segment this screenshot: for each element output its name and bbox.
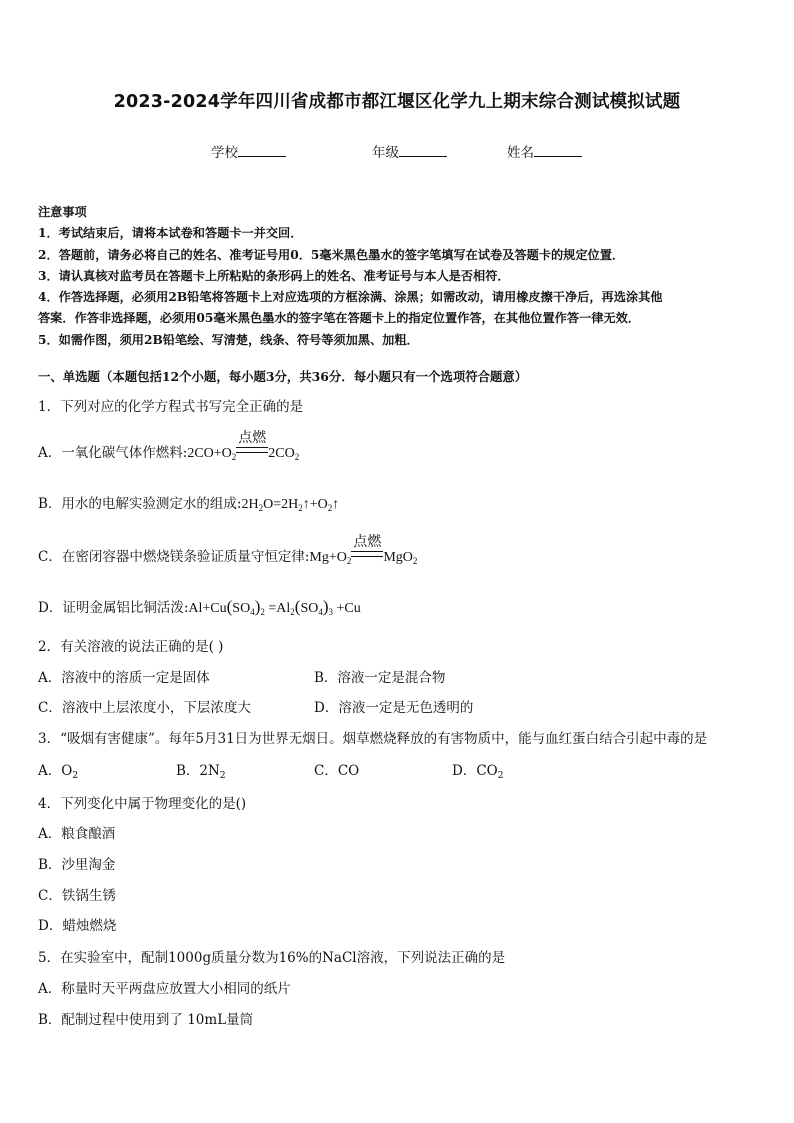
q1-a-text: A．一氧化碳气体作燃料:: [38, 445, 188, 461]
q4-option-b: B．沙里淘金: [38, 857, 116, 873]
q4-option-a: A．粮食酿酒: [38, 826, 116, 842]
q3-b-text: B．2N: [176, 763, 220, 779]
grade-field: [372, 141, 447, 161]
q1-a-equation: $2CO+O_2$ 点燃 $2CO_2$: [187, 446, 299, 461]
condition-label: 点燃: [353, 534, 382, 550]
q5-option-a: A．称量时天平两盘应放置大小相同的纸片: [38, 981, 291, 997]
section-heading: 一、单选题（本题包括12个小题，每小题3分，共36分．每小题只有一个选项符合题意）: [38, 369, 528, 384]
q1-b-text: B．用水的电解实验测定水的组成:: [38, 496, 242, 512]
notice-item: 答案．作答非选择题，必须用05毫米黑色墨水的签字笔在答题卡上的指定位置作答，在其他位置作答一律无效．: [38, 311, 640, 326]
q2-option-d: D．溶液一定是无色透明的: [314, 700, 474, 716]
exam-title: 2023-2024学年四川省成都市都江堰区化学九上期末综合测试模拟试题: [113, 92, 681, 112]
q3-option-a: A．$O_2$: [38, 763, 79, 781]
q1-c-equation: $Mg+O_2$ 点燃 MgO$_2$: [309, 550, 417, 565]
name-label: 姓名: [507, 145, 534, 161]
q4-stem: 4．下列变化中属于物理变化的是(): [38, 796, 247, 812]
grade-blank: [399, 144, 447, 157]
q1-d-text: D．证明金属铝比铜活泼:: [38, 600, 189, 616]
q1-option-d: [38, 596, 361, 617]
q1-option-b: [38, 492, 339, 513]
q3-d-text: D．CO: [452, 763, 498, 779]
name-field: [507, 141, 582, 161]
q1-option-c: [38, 534, 418, 566]
reaction-condition: [236, 430, 268, 462]
reaction-condition: [351, 534, 383, 566]
grade-label: 年级: [372, 145, 399, 161]
q3-a-text: A．O: [38, 763, 73, 779]
q1-c-text: C．在密闭容器中燃烧镁条验证质量守恒定律:: [38, 549, 310, 565]
q1-b-equation: $2H_2O=2H_2↑+O_2↑$: [241, 497, 340, 513]
notice-block: [38, 202, 760, 351]
q2-option-a: A．溶液中的溶质一定是固体: [38, 670, 210, 686]
notice-item: 5．如需作图，须用2B铅笔绘、写清楚，线条、符号等须加黑、加粗．: [38, 332, 419, 347]
notice-item: 2．答题前，请务必将自己的姓名、准考证号用0．5毫米黑色墨水的签字笔填写在试卷及答题卡的规定位置．: [38, 247, 625, 262]
name-blank: [534, 144, 582, 157]
q1-option-a: [38, 430, 300, 462]
q2-stem: 2．有关溶液的说法正确的是( ): [38, 639, 224, 655]
notice-item: 1．考试结束后，请将本试卷和答题卡一并交回．: [38, 226, 303, 241]
q3-option-d: D．$CO_2$: [452, 763, 504, 781]
q2-option-c: C．溶液中上层浓度小，下层浓度大: [38, 700, 251, 716]
school-field: [211, 141, 286, 161]
q2-option-b: B．溶液一定是混合物: [314, 670, 446, 686]
condition-label: 点燃: [238, 430, 267, 446]
school-label: 学校: [211, 145, 238, 161]
q5-option-b: B．配制过程中使用到了 10mL量筒: [38, 1012, 254, 1028]
school-blank: [238, 144, 286, 157]
q3-option-b: B．$2N_2$: [176, 763, 226, 781]
notice-item: 4．作答选择题，必须用2B铅笔将答题卡上对应选项的方框涂满、涂黑；如需改动，请用橡皮擦干净后，再选涂其他: [38, 290, 663, 305]
q5-stem: 5．在实验室中，配制1000g质量分数为16%的NaCl溶液，下列说法正确的是: [38, 950, 506, 966]
q3-option-c: C．CO: [314, 763, 360, 779]
q4-option-d: D．蜡烛燃烧: [38, 918, 117, 934]
notice-item: 3．请认真核对监考员在答题卡上所粘贴的条形码上的姓名、准考证号与本人是否相符．: [38, 268, 510, 283]
notice-heading: 注意事项: [38, 205, 87, 219]
q1-d-equation: $Al+Cu(SO_4)_2 =Al_2(SO_4)_3 +Cu$: [188, 597, 361, 617]
q4-option-c: C．铁锅生锈: [38, 888, 116, 904]
q1-stem: 1．下列对应的化学方程式书写完全正确的是: [38, 399, 304, 415]
q3-stem: 3．“吸烟有害健康”。每年5月31日为世界无烟日。烟草燃烧释放的有害物质中，能与血红蛋白结合引起中毒的是: [38, 731, 708, 747]
